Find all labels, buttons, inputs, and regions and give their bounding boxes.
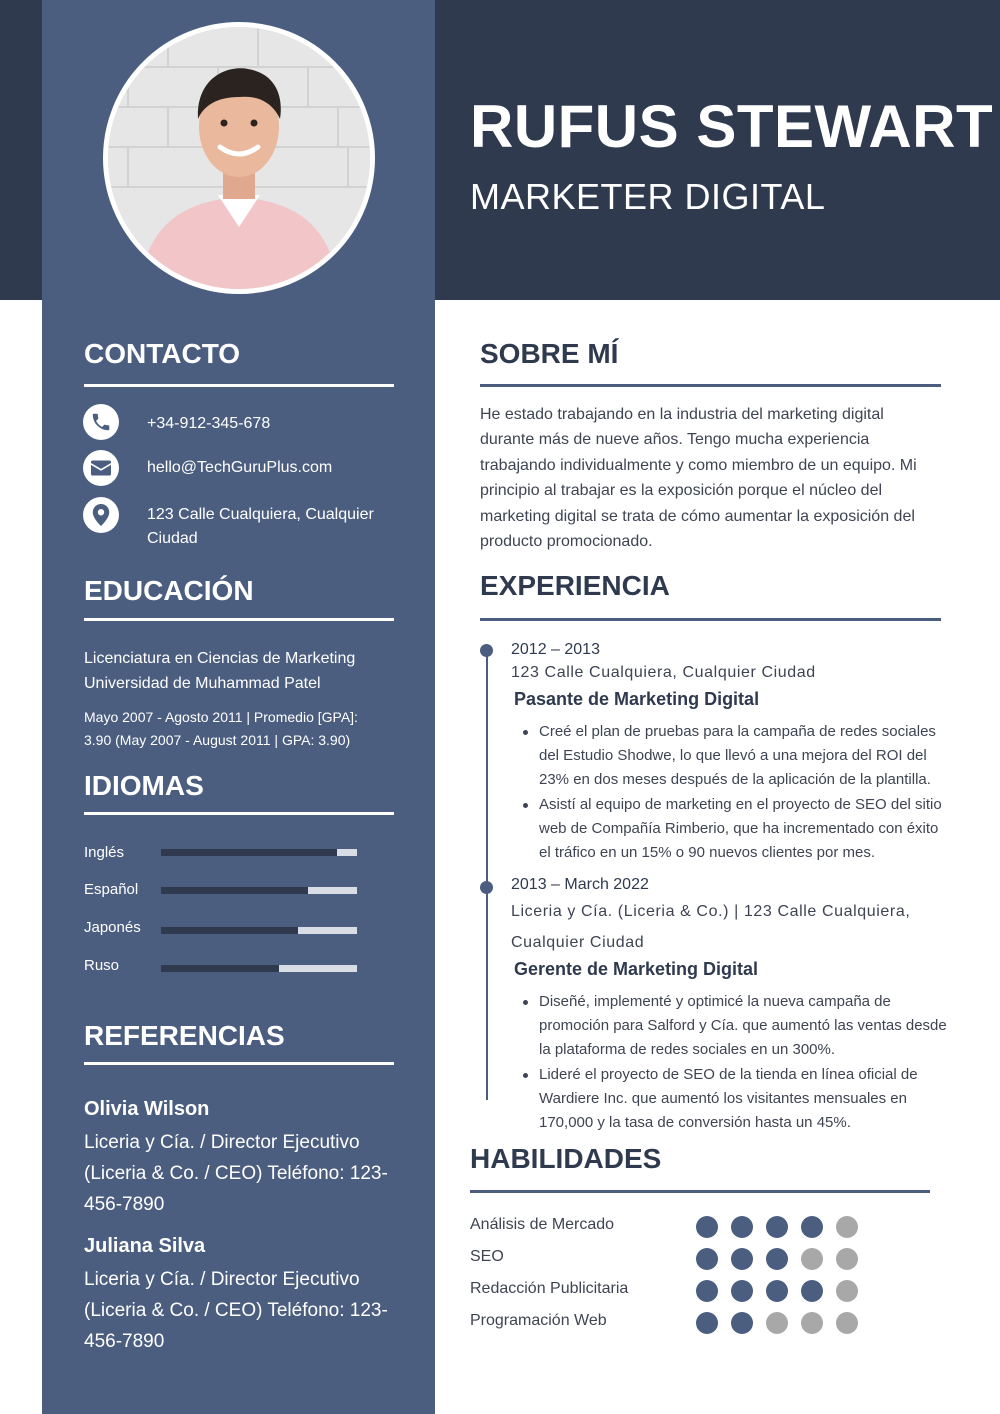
candidate-name: RUFUS STEWART <box>470 93 994 160</box>
skill-label: Redacción Publicitaria <box>470 1280 629 1297</box>
skill-dot-filled <box>731 1248 753 1270</box>
experience-timeline <box>486 650 488 1100</box>
skill-rating <box>696 1248 858 1270</box>
reference-name: Olivia Wilson <box>84 1098 210 1120</box>
experience-title: Pasante de Marketing Digital <box>514 689 760 709</box>
skill-dot-empty <box>836 1248 858 1270</box>
contact-divider <box>84 384 394 387</box>
skill-dot-filled <box>766 1216 788 1238</box>
languages-heading: IDIOMAS <box>84 770 204 801</box>
candidate-role: MARKETER DIGITAL <box>470 176 826 217</box>
skill-dot-filled <box>766 1248 788 1270</box>
skill-dot-empty <box>801 1248 823 1270</box>
experience-divider <box>480 618 941 621</box>
about-divider <box>480 384 941 387</box>
about-heading: SOBRE MÍ <box>480 338 619 369</box>
skill-dot-filled <box>696 1248 718 1270</box>
phone-icon <box>83 404 119 440</box>
experience-bullets <box>539 990 949 1135</box>
language-bar <box>161 849 357 856</box>
skill-dot-filled <box>731 1280 753 1302</box>
contact-address: 123 Calle Cualquiera, Cualquier Ciudad <box>147 506 374 547</box>
language-bar-fill <box>161 965 279 972</box>
skill-dot-filled <box>696 1216 718 1238</box>
languages-divider <box>84 812 394 815</box>
skill-dot-empty <box>836 1216 858 1238</box>
education-heading: EDUCACIÓN <box>84 575 254 606</box>
language-label: Español <box>84 881 139 898</box>
skill-dot-empty <box>766 1312 788 1334</box>
experience-title: Gerente de Marketing Digital <box>514 959 759 979</box>
language-label: Ruso <box>84 957 120 974</box>
skill-dot-filled <box>766 1280 788 1302</box>
reference-name: Juliana Silva <box>84 1235 206 1257</box>
experience-place: 123 Calle Cualquiera, Cualquier Ciudad <box>511 664 816 681</box>
reference-details: Liceria y Cía. / Director Ejecutivo (Liceria & Co. / CEO) Teléfono: 123-456-7890 <box>84 1132 388 1215</box>
skill-dot-empty <box>801 1312 823 1334</box>
timeline-dot <box>480 881 493 894</box>
experience-heading: EXPERIENCIA <box>480 570 670 601</box>
language-bar <box>161 927 357 934</box>
skill-dot-filled <box>731 1312 753 1334</box>
skill-dot-filled <box>696 1312 718 1334</box>
about-text: He estado trabajando en la industria del marketing digital durante más de nueve años. Tengo mucha experiencia trabajando individualmente y como miembro de un equipo. Mi principio al trabajar es la exposición porque el núcleo del marketing digital se trata de cómo aumentar la exposición del producto promocionado. <box>480 406 917 551</box>
experience-bullet: Asistí al equipo de marketing en el proyecto de SEO del sitio web de Compañía Rimberio, que ha incrementado con éxito el tráfico en un 15% o 90 nuevos clientes por mes. <box>539 793 949 866</box>
language-bar <box>161 887 357 894</box>
experience-bullets <box>539 720 949 865</box>
experience-bullet: Lideré el proyecto de SEO de la tienda en línea oficial de Wardiere Inc. que aumentó los visitantes mensuales en 170,000 y la tasa de conversión hasta un 45%. <box>539 1063 949 1136</box>
experience-dates: 2012 – 2013 <box>511 641 600 658</box>
skill-dot-filled <box>731 1216 753 1238</box>
skills-divider <box>470 1190 930 1193</box>
skill-label: Programación Web <box>470 1312 607 1329</box>
language-bar-fill <box>161 887 308 894</box>
experience-dates: 2013 – March 2022 <box>511 876 649 893</box>
envelope-icon <box>83 450 119 486</box>
references-divider <box>84 1062 394 1065</box>
profile-photo-illustration <box>108 27 370 289</box>
skills-heading: HABILIDADES <box>470 1143 662 1174</box>
profile-photo <box>103 22 375 294</box>
experience-place: Liceria y Cía. (Liceria & Co.) | 123 Calle Cualquiera, Cualquier Ciudad <box>511 903 911 951</box>
skill-dot-empty <box>836 1312 858 1334</box>
language-bar-fill <box>161 927 298 934</box>
skill-dot-empty <box>836 1280 858 1302</box>
skill-dot-filled <box>801 1280 823 1302</box>
skill-label: Análisis de Mercado <box>470 1216 615 1233</box>
language-bar <box>161 965 357 972</box>
language-label: Japonés <box>84 919 141 936</box>
skill-dot-filled <box>696 1280 718 1302</box>
experience-bullet: Diseñé, implementé y optimicé la nueva campaña de promoción para Salford y Cía. que aumentó las ventas desde la plataforma de redes sociales en un 300%. <box>539 990 949 1063</box>
education-divider <box>84 618 394 621</box>
location-pin-icon <box>83 497 119 533</box>
skill-rating <box>696 1312 858 1334</box>
contact-heading: CONTACTO <box>84 338 241 369</box>
skill-rating <box>696 1280 858 1302</box>
language-label: Inglés <box>84 844 125 861</box>
references-heading: REFERENCIAS <box>84 1020 285 1051</box>
timeline-dot <box>480 644 493 657</box>
education-dates: Mayo 2007 - Agosto 2011 | Promedio [GPA]: 3.90 (May 2007 - August 2011 | GPA: 3.90) <box>84 709 358 748</box>
skill-label: SEO <box>470 1248 504 1265</box>
contact-email[interactable]: hello@TechGuruPlus.com <box>147 459 333 476</box>
skill-dot-filled <box>801 1216 823 1238</box>
experience-bullet: Creé el plan de pruebas para la campaña de redes sociales del Estudio Shodwe, lo que llevó a una mejora del ROI del 23% en dos meses después de la aplicación de la plantilla. <box>539 720 949 793</box>
reference-details: Liceria y Cía. / Director Ejecutivo (Liceria & Co. / CEO) Teléfono: 123-456-7890 <box>84 1269 388 1352</box>
skill-rating <box>696 1216 858 1238</box>
contact-phone[interactable]: +34-912-345-678 <box>147 415 271 432</box>
language-bar-fill <box>161 849 337 856</box>
education-degree: Licenciatura en Ciencias de Marketing Universidad de Muhammad Patel <box>84 650 356 692</box>
